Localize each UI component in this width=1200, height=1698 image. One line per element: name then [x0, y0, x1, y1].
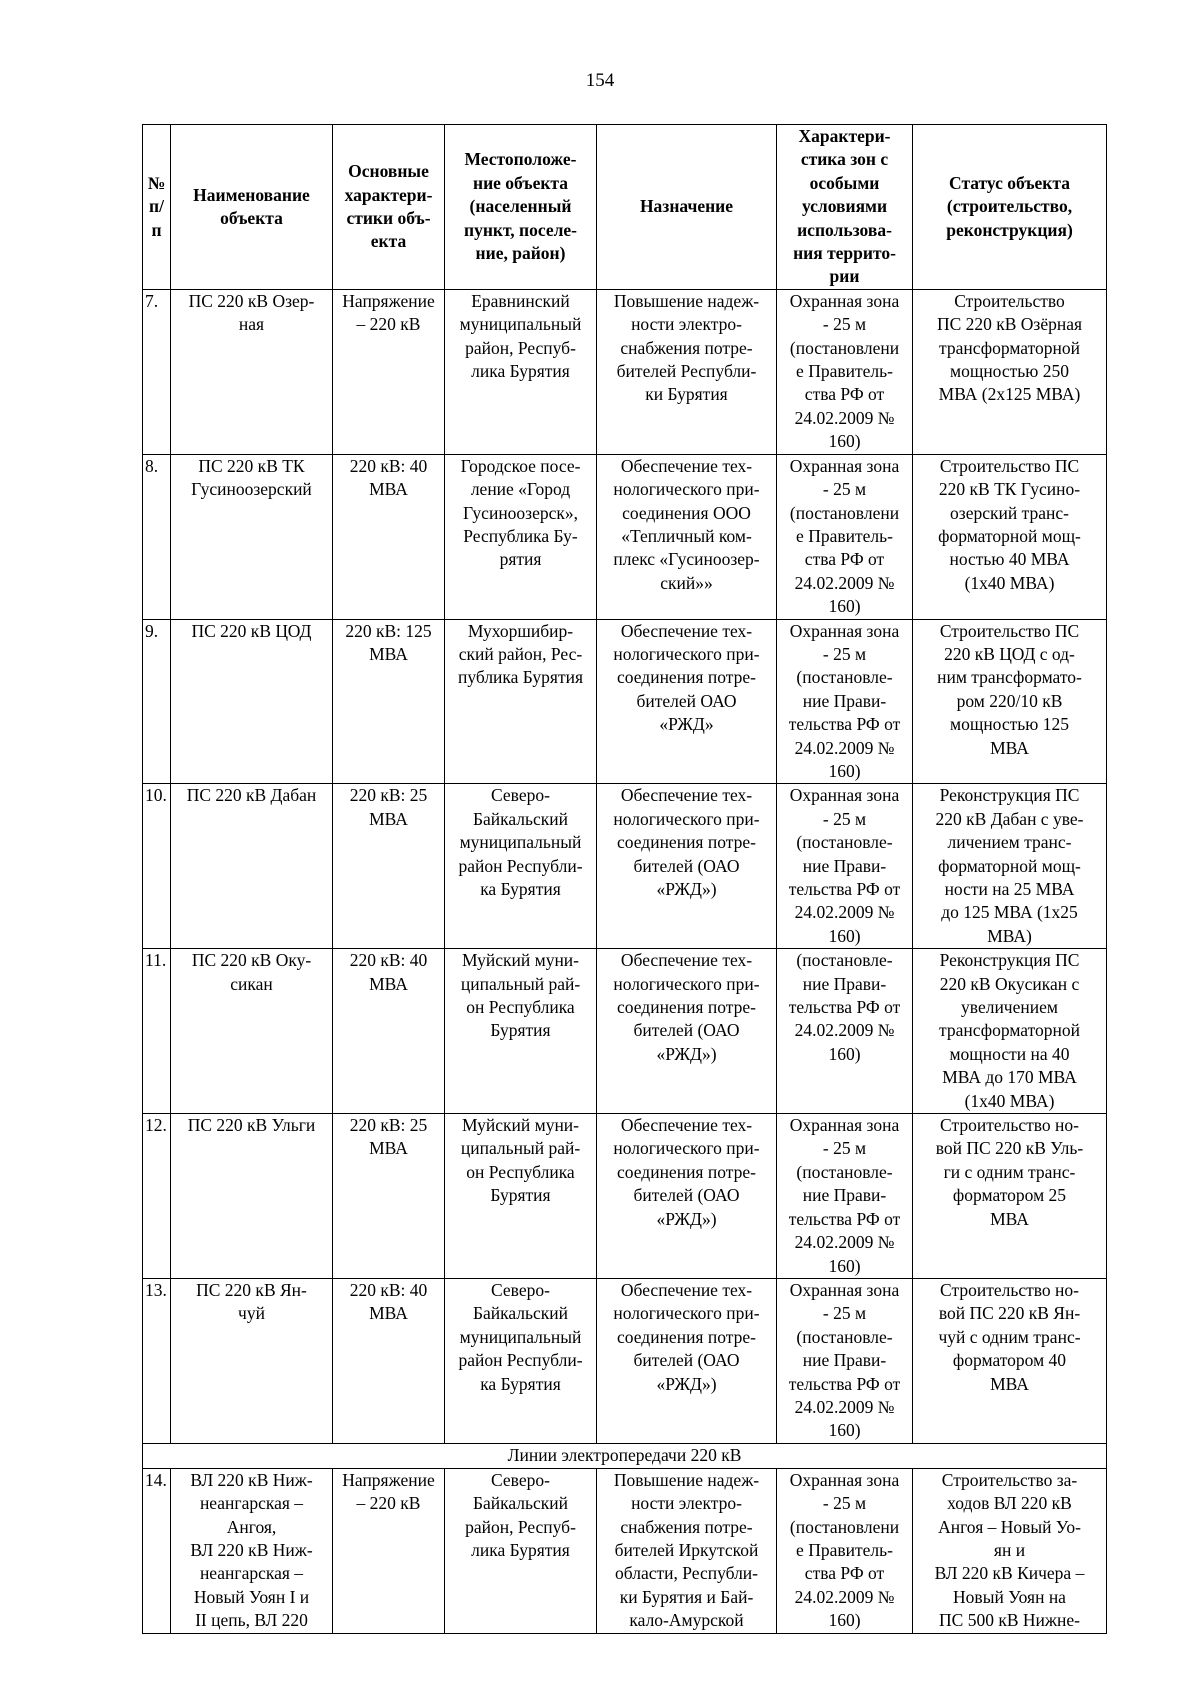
row-location: Муйский муни- ципальный рай- он Республика Бурятия — [445, 1114, 597, 1279]
row-purpose: Обеспечение тех- нологического при- соединения ООО «Тепличный ком- плекс «Гусиноозер- ский»» — [597, 454, 777, 619]
row-num: 9. — [143, 619, 171, 784]
row-zones: Охранная зона - 25 м (постановле- ние Прави- тельства РФ от 24.02.2009 № 160) — [777, 1278, 913, 1443]
row-name: ПС 220 кВ ЦОД — [171, 619, 333, 784]
row-status: Реконструкция ПС 220 кВ Окусикан с увеличением трансформаторной мощности на 40 МВА до 170 МВА (1х40 МВА) — [913, 949, 1107, 1114]
row-specs: 220 кВ: 40 МВА — [333, 1278, 445, 1443]
row-num: 8. — [143, 454, 171, 619]
row-purpose: Повышение надеж- ности электро- снабжения потре- бителей Республи- ки Бурятия — [597, 289, 777, 454]
header-num: № п/ п — [143, 125, 171, 290]
table-row — [143, 949, 1107, 1114]
row-purpose: Обеспечение тех- нологического при- соединения потре- бителей (ОАО «РЖД») — [597, 1278, 777, 1443]
row-location: Еравнинский муниципальный район, Респуб- лика Бурятия — [445, 289, 597, 454]
row-zones: (постановле- ние Прави- тельства РФ от 24.02.2009 № 160) — [777, 949, 913, 1114]
row-location: Северо- Байкальский муниципальный район Республи- ка Бурятия — [445, 784, 597, 949]
row-zones: Охранная зона - 25 м (постановлени е Правитель- ства РФ от 24.02.2009 № 160) — [777, 454, 913, 619]
row-purpose: Обеспечение тех- нологического при- соединения потре- бителей ОАО «РЖД» — [597, 619, 777, 784]
row-num: 14. — [143, 1468, 171, 1633]
row-status: Строительство но- вой ПС 220 кВ Ян- чуй с одним транс- форматором 40 МВА — [913, 1278, 1107, 1443]
row-status: Строительство ПС 220 кВ Озёрная трансформаторной мощностью 250 МВА (2х125 МВА) — [913, 289, 1107, 454]
page-number: 154 — [585, 70, 615, 91]
row-specs: Напряжение – 220 кВ — [333, 289, 445, 454]
row-name: ПС 220 кВ ТК Гусиноозерский — [171, 454, 333, 619]
table-row — [143, 784, 1107, 949]
row-status: Строительство за- ходов ВЛ 220 кВ Ангоя – Новый Уо- ян и ВЛ 220 кВ Кичера – Новый Уоян на ПС 500 кВ Нижне- — [913, 1468, 1107, 1633]
row-name: ПС 220 кВ Ульги — [171, 1114, 333, 1279]
header-specs: Основные характери- стики объ- екта — [333, 125, 445, 290]
table-row — [143, 619, 1107, 784]
header-name: Наименование объекта — [171, 125, 333, 290]
row-name: ПС 220 кВ Ян- чуй — [171, 1278, 333, 1443]
row-location: Северо- Байкальский район, Респуб- лика Бурятия — [445, 1468, 597, 1633]
row-purpose: Обеспечение тех- нологического при- соединения потре- бителей (ОАО «РЖД») — [597, 784, 777, 949]
header-location: Местоположе- ние объекта (населенный пункт, поселе- ние, район) — [445, 125, 597, 290]
row-specs: 220 кВ: 25 МВА — [333, 1114, 445, 1279]
row-zones: Охранная зона - 25 м (постановле- ние Прави- тельства РФ от 24.02.2009 № 160) — [777, 784, 913, 949]
row-name: ПС 220 кВ Озер- ная — [171, 289, 333, 454]
row-purpose: Повышение надеж- ности электро- снабжения потре- бителей Иркутской области, Республи- ки Бурятия и Бай- кало-Амурской — [597, 1468, 777, 1633]
row-num: 7. — [143, 289, 171, 454]
row-specs: Напряжение – 220 кВ — [333, 1468, 445, 1633]
row-num: 11. — [143, 949, 171, 1114]
row-name: ПС 220 кВ Дабан — [171, 784, 333, 949]
row-specs: 220 кВ: 40 МВА — [333, 454, 445, 619]
row-specs: 220 кВ: 25 МВА — [333, 784, 445, 949]
objects-table — [142, 124, 1107, 1634]
row-purpose: Обеспечение тех- нологического при- соединения потре- бителей (ОАО «РЖД») — [597, 949, 777, 1114]
row-location: Северо- Байкальский муниципальный район Республи- ка Бурятия — [445, 1278, 597, 1443]
row-num: 13. — [143, 1278, 171, 1443]
row-zones: Охранная зона - 25 м (постановле- ние Прави- тельства РФ от 24.02.2009 № 160) — [777, 619, 913, 784]
row-specs: 220 кВ: 125 МВА — [333, 619, 445, 784]
row-status: Строительство ПС 220 кВ ТК Гусино- озерский транс- форматорной мощ- ностью 40 МВА (1х40 МВА) — [913, 454, 1107, 619]
header-status: Статус объекта (строительство, реконструкция) — [913, 125, 1107, 290]
row-num: 10. — [143, 784, 171, 949]
header-zones: Характери- стика зон с особыми условиями использова- ния террито- рии — [777, 125, 913, 290]
row-zones: Охранная зона - 25 м (постановлени е Правитель- ства РФ от 24.02.2009 № 160) — [777, 1468, 913, 1633]
table-row — [143, 1114, 1107, 1279]
table-header-row — [143, 125, 1107, 290]
row-location: Мухоршибир- ский район, Рес- публика Бурятия — [445, 619, 597, 784]
row-num: 12. — [143, 1114, 171, 1279]
header-purpose: Назначение — [597, 125, 777, 290]
row-status: Строительство но- вой ПС 220 кВ Уль- ги с одним транс- форматором 25 МВА — [913, 1114, 1107, 1279]
table-row — [143, 1468, 1107, 1633]
table-row — [143, 454, 1107, 619]
row-status: Строительство ПС 220 кВ ЦОД с од- ним трансформато- ром 220/10 кВ мощностью 125 МВА — [913, 619, 1107, 784]
row-purpose: Обеспечение тех- нологического при- соединения потре- бителей (ОАО «РЖД») — [597, 1114, 777, 1279]
row-location: Муйский муни- ципальный рай- он Республика Бурятия — [445, 949, 597, 1114]
table-row — [143, 1278, 1107, 1443]
row-name: ВЛ 220 кВ Ниж- неангарская – Ангоя, ВЛ 220 кВ Ниж- неангарская – Новый Уоян I и II цепь, ВЛ 220 — [171, 1468, 333, 1633]
row-status: Реконструкция ПС 220 кВ Дабан с уве- личением транс- форматорной мощ- ности на 25 МВА до 125 МВА (1х25 МВА) — [913, 784, 1107, 949]
row-location: Городское посе- ление «Город Гусиноозерск», Республика Бу- рятия — [445, 454, 597, 619]
section-title: Линии электропередачи 220 кВ — [143, 1443, 1107, 1468]
row-zones: Охранная зона - 25 м (постановлени е Правитель- ства РФ от 24.02.2009 № 160) — [777, 289, 913, 454]
row-zones: Охранная зона - 25 м (постановле- ние Прави- тельства РФ от 24.02.2009 № 160) — [777, 1114, 913, 1279]
table-row — [143, 289, 1107, 454]
row-name: ПС 220 кВ Оку- сикан — [171, 949, 333, 1114]
row-specs: 220 кВ: 40 МВА — [333, 949, 445, 1114]
section-row — [143, 1443, 1107, 1468]
